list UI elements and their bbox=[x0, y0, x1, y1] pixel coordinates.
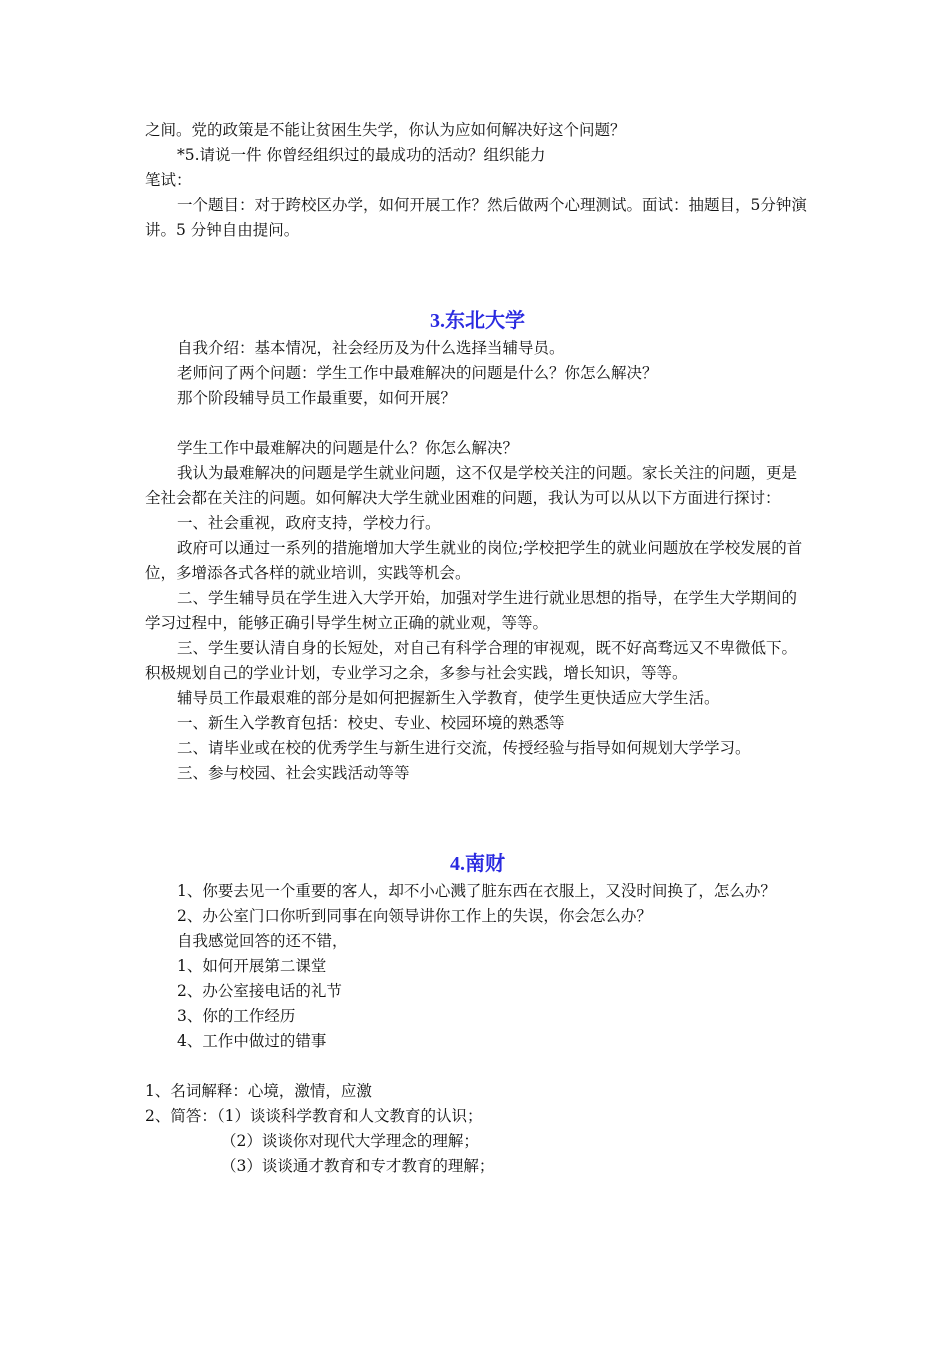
exam-subquestion: （2）谈谈你对现代大学理念的理解； bbox=[221, 1132, 479, 1150]
paragraph: 政府可以通过一系列的措施增加大学生就业的岗位;学校把学生的就业问题放在学校发展的首位，多增添各式各样的就业培训，实践等机会。 bbox=[145, 539, 803, 582]
section-title: 东北大学 bbox=[445, 308, 525, 332]
text-line: 之间。党的政策是不能让贫困生失学，你认为应如何解决好这个问题？ bbox=[145, 121, 626, 139]
list-item: 3、你的工作经历 bbox=[177, 1007, 296, 1025]
text-line: 那个阶段辅导员工作最重要，如何开展？ bbox=[177, 389, 457, 407]
list-item: 1、如何开展第二课堂 bbox=[177, 957, 327, 975]
section-heading-4 bbox=[145, 848, 810, 879]
section-heading-3 bbox=[145, 305, 810, 336]
paragraph: 二、学生辅导员在学生进入大学开始，加强对学生进行就业思想的指导，在学生大学期间的学习过程中，能够正确引导学生树立正确的就业观，等等。 bbox=[145, 589, 798, 632]
paragraph: 一、社会重视，政府支持，学校力行。 bbox=[177, 514, 441, 532]
paragraph: 一个题目：对于跨校区办学，如何开展工作？然后做两个心理测试。面试：抽题目，5分钟演讲。5 分钟自由提问。 bbox=[145, 196, 807, 239]
list-item: 2、办公室接电话的礼节 bbox=[177, 982, 342, 1000]
question-line: 学生工作中最难解决的问题是什么？你怎么解决？ bbox=[177, 439, 519, 457]
text-line: 自我介绍：基本情况，社会经历及为什么选择当辅导员。 bbox=[177, 339, 565, 357]
text-line: 笔试： bbox=[145, 171, 192, 189]
section-number: 4. bbox=[450, 853, 465, 875]
text-line: *5.请说一件 你曾经组织过的最成功的活动？组织能力 bbox=[177, 146, 546, 164]
exam-question: 1、名词解释：心境，激情，应激 bbox=[145, 1082, 372, 1100]
list-item: 4、工作中做过的错事 bbox=[177, 1032, 327, 1050]
paragraph: 三、学生要认清自身的长短处，对自己有科学合理的审视观，既不好高骛远又不卑微低下。积极规划自己的学业计划，专业学习之余，多参与社会实践，增长知识，等等。 bbox=[145, 639, 798, 682]
paragraph: 辅导员工作最艰难的部分是如何把握新生入学教育，使学生更快适应大学生活。 bbox=[177, 689, 720, 707]
section-title: 南财 bbox=[465, 851, 505, 875]
exam-subquestion: （3）谈谈通才教育和专才教育的理解； bbox=[221, 1157, 495, 1175]
paragraph: 一、新生入学教育包括：校史、专业、校园环境的熟悉等 bbox=[177, 714, 565, 732]
section-number: 3. bbox=[430, 310, 445, 332]
text-line: 老师问了两个问题：学生工作中最难解决的问题是什么？你怎么解决？ bbox=[177, 364, 658, 382]
list-item: 2、办公室门口你听到同事在向领导讲你工作上的失误，你会怎么办？ bbox=[177, 907, 652, 925]
document-page bbox=[145, 118, 810, 1179]
list-item: 自我感觉回答的还不错， bbox=[177, 932, 348, 950]
paragraph: 三、参与校园、社会实践活动等等 bbox=[177, 764, 410, 782]
exam-question: 2、简答：（1）谈谈科学教育和人文教育的认识； bbox=[145, 1107, 483, 1125]
paragraph: 二、请毕业或在校的优秀学生与新生进行交流，传授经验与指导如何规划大学学习。 bbox=[177, 739, 751, 757]
list-item: 1、你要去见一个重要的客人，却不小心溅了脏东西在衣服上，又没时间换了，怎么办？ bbox=[177, 882, 776, 900]
paragraph: 我认为最难解决的问题是学生就业问题，这不仅是学校关注的问题。家长关注的问题，更是全社会都在关注的问题。如何解决大学生就业困难的问题，我认为可以从以下方面进行探讨： bbox=[145, 464, 798, 507]
